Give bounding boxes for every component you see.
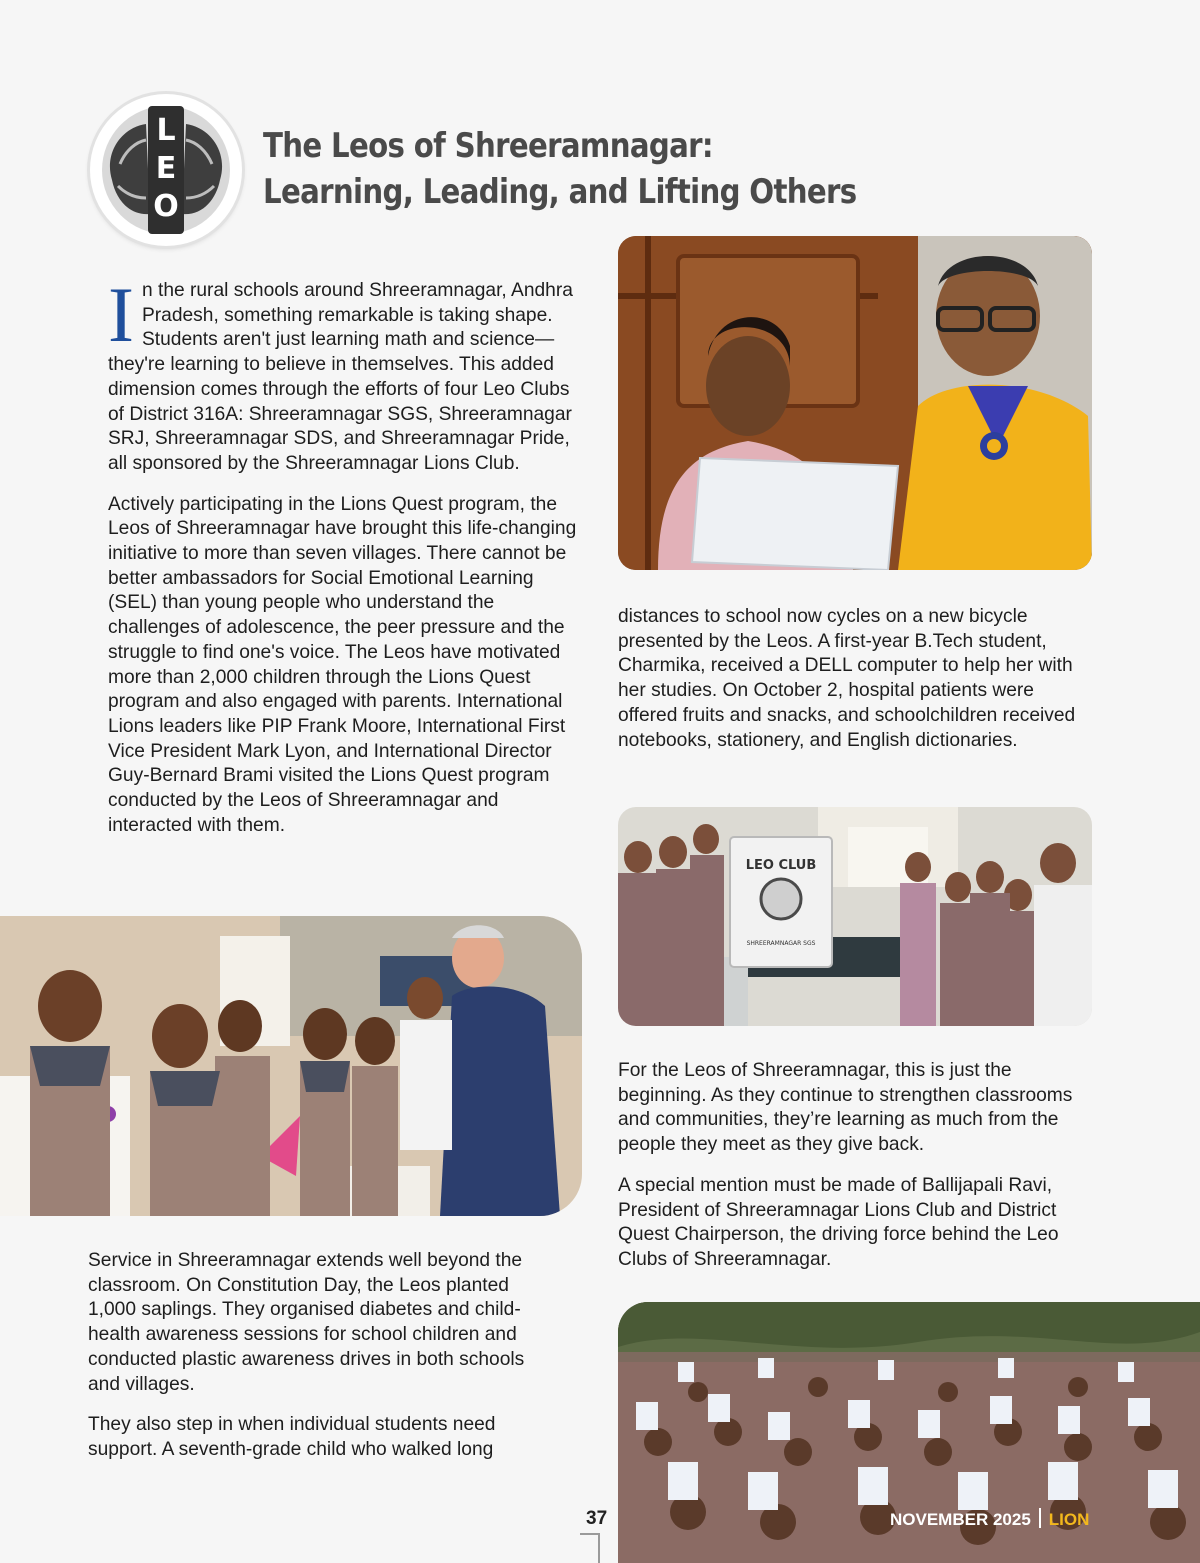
magazine-name: LION bbox=[1048, 1510, 1090, 1529]
issue-date: NOVEMBER 2025 bbox=[890, 1510, 1031, 1529]
article-title bbox=[263, 123, 857, 215]
paragraph-support-continued: distances to school now cycles on a new bicycle presented by the Leos. A first-year B.Tech student, Charmika, received a DELL computer to help her with her studies. On October 2, hospital patients were offered fruits and snacks, and schoolchildren received notebooks, stationery, and English dictionaries. bbox=[618, 606, 1076, 751]
logo-letter-e: E bbox=[155, 151, 177, 186]
leo-logo-image bbox=[90, 94, 242, 246]
article-column-right-bottom bbox=[618, 1059, 1098, 1273]
paragraph-special-mention: A special mention must be made of Ballijapali Ravi, President of Shreeramnagar Lions Club and District Quest Chairperson, the driving force behind the Leo Clubs of Shreeramnagar. bbox=[618, 1174, 1059, 1270]
paragraph-intro bbox=[108, 271, 583, 477]
leo-logo bbox=[90, 94, 242, 246]
photo-leader-with-students bbox=[0, 916, 582, 1216]
page-number: 37 bbox=[586, 1508, 608, 1529]
title-line-1: The Leos of Shreeramnagar: bbox=[263, 126, 713, 166]
paragraph-service: Service in Shreeramnagar extends well beyond the classroom. On Constitution Day, the Leos planted 1,000 saplings. They organised diabetes and child-health awareness sessions for school children and conducted plastic awareness drives in both schools and villages. bbox=[88, 1250, 525, 1395]
paragraph-lions-quest: Actively participating in the Lions Quest program, the Leos of Shreeramnagar have brought this life-changing initiative to more than seven villages. There cannot be better ambassadors for Social Emotional Learning (SEL) than young people who understand the challenges of adolescence, the peer pressure and the struggle to find one's voice. The Leos have motivated more than 2,000 children through the Lions Quest program and also engaged with parents. International Lions leaders like PIP Frank Moore, International First Vice President Mark Lyon, and International Director Guy-Bernard Brami visited the Lions Quest program conducted by the Leos of Shreeramnagar and interacted with them. bbox=[108, 493, 577, 836]
article-column-left-bottom bbox=[88, 1249, 558, 1463]
banner-text: LEO CLUB bbox=[745, 858, 817, 873]
photo-laptop-presentation bbox=[618, 236, 1092, 570]
page-number-rule bbox=[580, 1533, 600, 1535]
paragraph-individual-support: They also step in when individual students need support. A seventh-grade child who walked long bbox=[88, 1414, 496, 1460]
page-number-rule-vertical bbox=[598, 1533, 600, 1563]
article-column-right-top bbox=[618, 605, 1098, 753]
footer-separator bbox=[1039, 1508, 1041, 1528]
logo-letter-o: O bbox=[153, 189, 179, 224]
paragraph-beginning: For the Leos of Shreeramnagar, this is just the beginning. As they continue to strengthen classrooms and communities, they’re learning as much from the people they meet as they give back. bbox=[618, 1060, 1073, 1156]
title-line-2: Learning, Leading, and Lifting Others bbox=[263, 172, 857, 212]
paragraph-intro-text: n the rural schools around Shreeramnagar, Andhra Pradesh, something remarkable is taking shape. Students aren't just learning math and science— they're learning to believe in themselves. This added dimension comes through the efforts of four Leo Clubs of District 316A: Shreeramnagar SGS, Shreeramnagar SRJ, Shreeramnagar SDS, and Shreeramnagar Pride, all sponsored by the Shreeramnagar Lions Club. bbox=[108, 280, 573, 474]
drop-cap: I bbox=[108, 271, 134, 358]
footer-issue bbox=[890, 1508, 1089, 1530]
logo-letter-l: L bbox=[156, 113, 176, 148]
article-column-left-top bbox=[108, 271, 583, 838]
banner-subtext: SHREERAMNAGAR SGS bbox=[746, 940, 816, 947]
photo-hospital-visit bbox=[618, 807, 1092, 1026]
